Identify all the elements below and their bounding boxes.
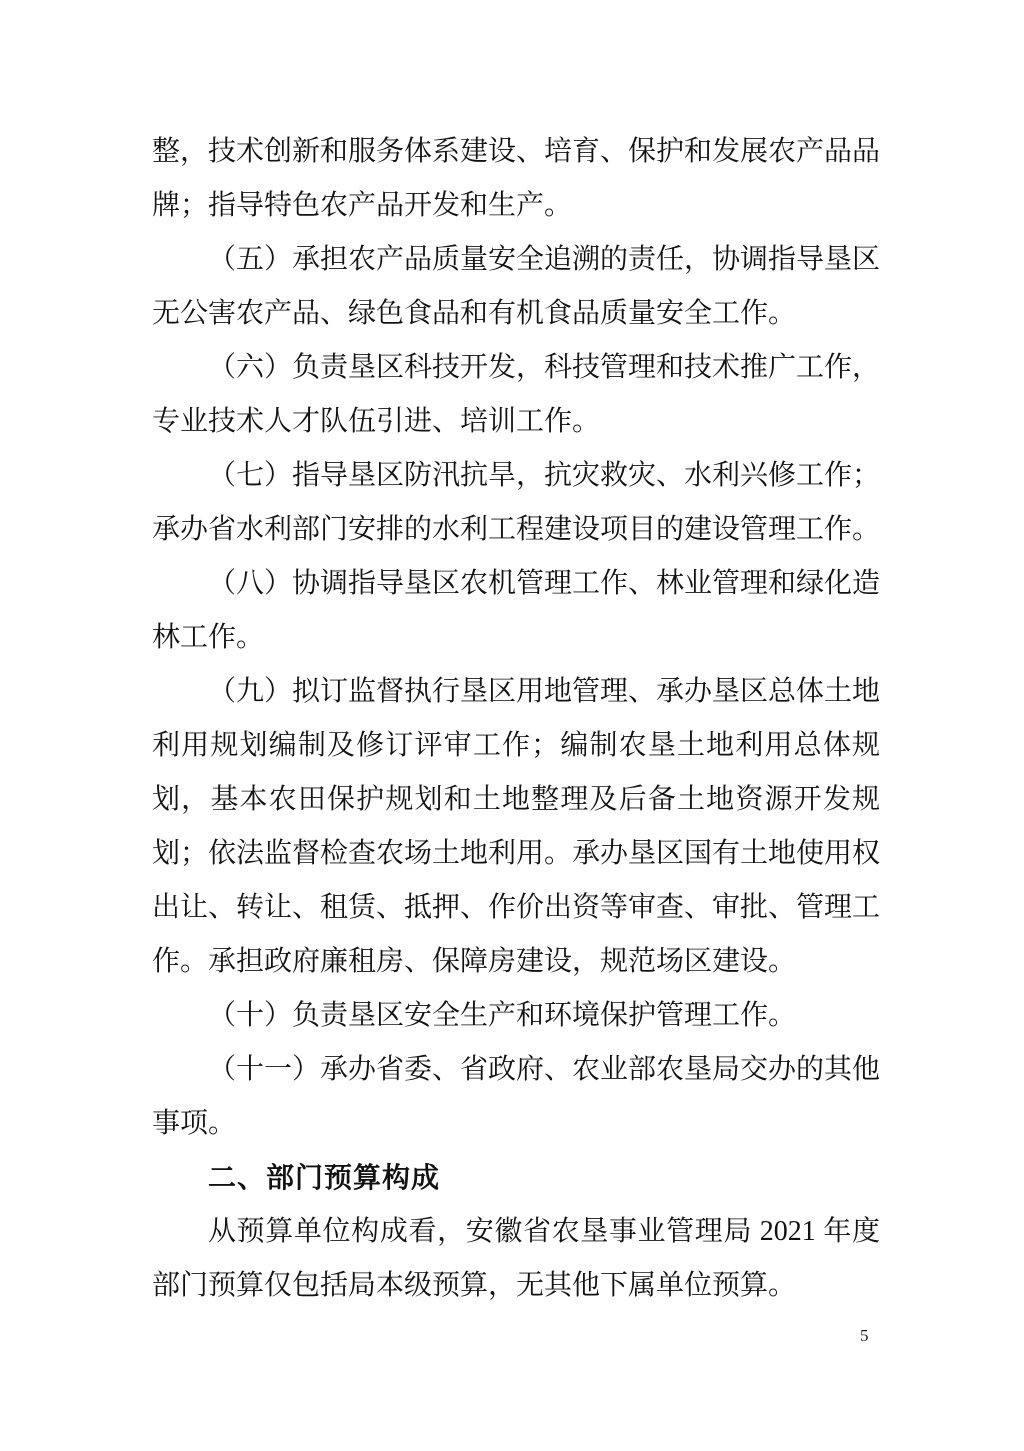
text-line: 从预算单位构成看，安徽省农垦事业管理局 2021 年度 bbox=[208, 1216, 880, 1247]
text-line: 事项。 bbox=[152, 1108, 237, 1139]
text-line: 整，技术创新和服务体系建设、培育、保护和发展农产品品 bbox=[152, 136, 881, 167]
paragraph-item-11 bbox=[152, 1043, 880, 1151]
text-line: （九）拟订监督执行垦区用地管理、承办垦区总体土地 bbox=[208, 676, 881, 707]
text-line: （六）负责垦区科技开发，科技管理和技术推广工作， bbox=[208, 352, 881, 383]
text-line: （十）负责垦区安全生产和环境保护管理工作。 bbox=[208, 1000, 797, 1031]
text-line: （五）承担农产品质量安全追溯的责任，协调指导垦区 bbox=[208, 244, 881, 275]
text-line: 部门预算仅包括局本级预算，无其他下属单位预算。 bbox=[152, 1270, 797, 1301]
paragraph-continuation bbox=[152, 125, 880, 233]
text-line: （七）指导垦区防汛抗旱，抗灾救灾、水利兴修工作； bbox=[208, 460, 881, 491]
document-body bbox=[152, 125, 880, 1313]
section-heading bbox=[152, 1151, 880, 1205]
section-heading-text: 二、部门预算构成 bbox=[208, 1162, 441, 1193]
paragraph-item-7 bbox=[152, 449, 880, 557]
page-number: 5 bbox=[860, 1326, 869, 1345]
paragraph-item-6 bbox=[152, 341, 880, 449]
text-line: 划，基本农田保护规划和土地整理及后备土地资源开发规 bbox=[152, 784, 880, 815]
text-line: 利用规划编制及修订评审工作；编制农垦土地利用总体规 bbox=[152, 730, 880, 761]
text-line: 林工作。 bbox=[152, 622, 265, 653]
text-line: （八）协调指导垦区农机管理工作、林业管理和绿化造 bbox=[208, 568, 881, 599]
paragraph-item-9 bbox=[152, 665, 880, 989]
paragraph-item-5 bbox=[152, 233, 880, 341]
paragraph-item-8 bbox=[152, 557, 880, 665]
paragraph-budget-composition bbox=[152, 1205, 880, 1313]
text-line: 无公害农产品、绿色食品和有机食品质量安全工作。 bbox=[152, 298, 797, 329]
text-line: 专业技术人才队伍引进、培训工作。 bbox=[152, 406, 601, 437]
text-line: 出让、转让、租赁、抵押、作价出资等审查、审批、管理工 bbox=[152, 892, 881, 923]
text-line: 作。承担政府廉租房、保障房建设，规范场区建设。 bbox=[152, 946, 797, 977]
text-line: （十一）承办省委、省政府、农业部农垦局交办的其他 bbox=[208, 1054, 881, 1085]
text-line: 划；依法监督检查农场土地利用。承办垦区国有土地使用权 bbox=[152, 838, 881, 869]
text-line: 承办省水利部门安排的水利工程建设项目的建设管理工作。 bbox=[152, 514, 881, 545]
text-line: 牌；指导特色农产品开发和生产。 bbox=[152, 190, 573, 221]
paragraph-item-10 bbox=[152, 989, 880, 1043]
